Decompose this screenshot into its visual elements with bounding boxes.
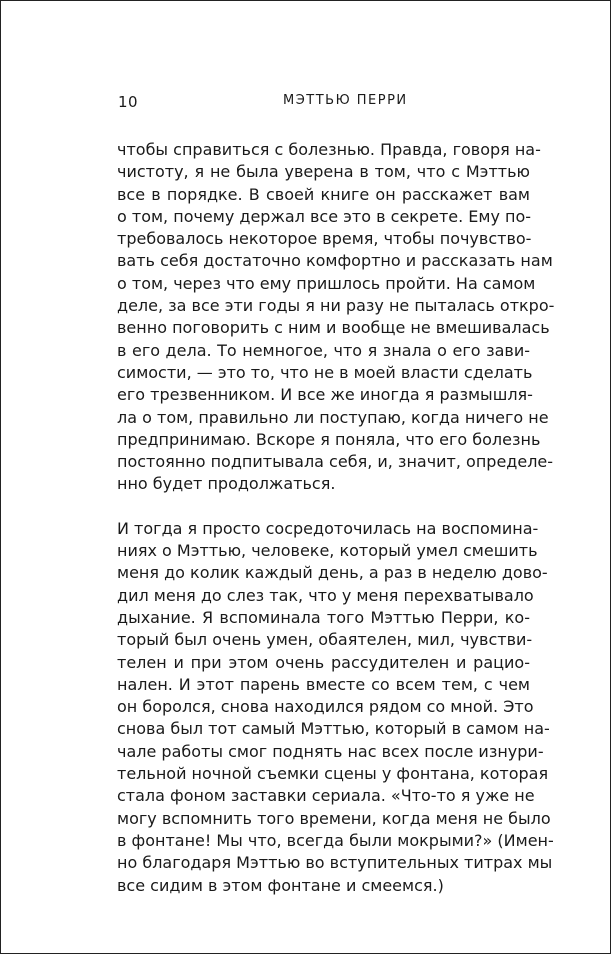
text-line: но благодаря Мэттью во вступительных титрах мы	[117, 853, 553, 873]
text-line: тельной ночной съемки сцены у фонтана, которая	[117, 764, 549, 784]
paragraph-1	[117, 139, 555, 496]
text-line: торый был очень умен, обаятелен, мил, чувстви-	[117, 630, 533, 650]
text-line: чистоту, я не была уверена в том, что с Мэттью	[117, 162, 530, 182]
text-line: меня до колик каждый день, а раз в неделю дово-	[117, 563, 548, 583]
text-line: ла о том, правильно ли поступаю, когда ничего не	[117, 407, 549, 427]
text-line: симости, — это то, что не в моей власти сделать	[117, 362, 533, 382]
text-line: о том, через что ему пришлось пройти. На самом	[117, 273, 536, 293]
text-line: предпринимаю. Вскоре я поняла, что его болезнь	[117, 429, 541, 449]
text-line: стала фоном заставки сериала. «Что-то я уже не	[117, 786, 535, 806]
text-line: все сидим в этом фонтане и смеемся.)	[117, 875, 444, 895]
text-line: дил меня до слез так, что у меня перехватывало	[117, 585, 534, 605]
text-line: чтобы справиться с болезнью. Правда, говоря на-	[117, 140, 541, 159]
text-line: он боролся, снова находился рядом со мной. Это	[117, 697, 534, 717]
text-line: могу вспомнить того времени, когда меня не было	[117, 808, 551, 828]
paragraph-2	[117, 518, 554, 897]
text-line: деле, за все эти годы я ни разу не пыталась откро-	[117, 296, 555, 316]
text-line: дыхание. Я вспоминала того Мэттью Перри, ко-	[117, 607, 530, 627]
text-line: венно поговорить с ним и вообще не вмешивалась	[117, 318, 550, 338]
text-line: снова был тот самый Мэттью, который в самом на-	[117, 719, 550, 739]
text-line: требовалось некоторое время, чтобы почувство-	[117, 229, 532, 249]
body-text	[117, 139, 555, 897]
text-line: его трезвенником. И все же иногда я размышля-	[117, 385, 533, 405]
text-line: о том, почему держал все это в секрете. Ему по-	[117, 206, 532, 226]
page-number: 10	[118, 93, 139, 111]
text-line: в его дела. То немногое, что я знала о его зави-	[117, 340, 530, 360]
running-head: МЭТТЬЮ ПЕРРИ	[283, 93, 408, 108]
text-line: И тогда я просто сосредоточилась на воспомина-	[117, 518, 539, 538]
text-line: постоянно подпитывала себя, и, значит, определе-	[117, 452, 554, 472]
text-line: в фонтане! Мы что, всегда были мокрыми?» (Имен-	[117, 830, 554, 850]
text-line: телен и при этом очень рассудителен и рацио-	[117, 652, 530, 672]
text-line: нно будет продолжаться.	[117, 474, 336, 494]
text-line: вать себя достаточно комфортно и рассказать нам	[117, 251, 553, 271]
text-line: ниях о Мэттью, человеке, который умел смешить	[117, 541, 538, 561]
text-line: нален. И этот парень вместе со всем тем, с чем	[117, 674, 530, 694]
text-line: чале работы смог поднять нас всех после изнури-	[117, 741, 544, 761]
text-line: все в порядке. В своей книге он расскажет вам	[117, 184, 530, 204]
